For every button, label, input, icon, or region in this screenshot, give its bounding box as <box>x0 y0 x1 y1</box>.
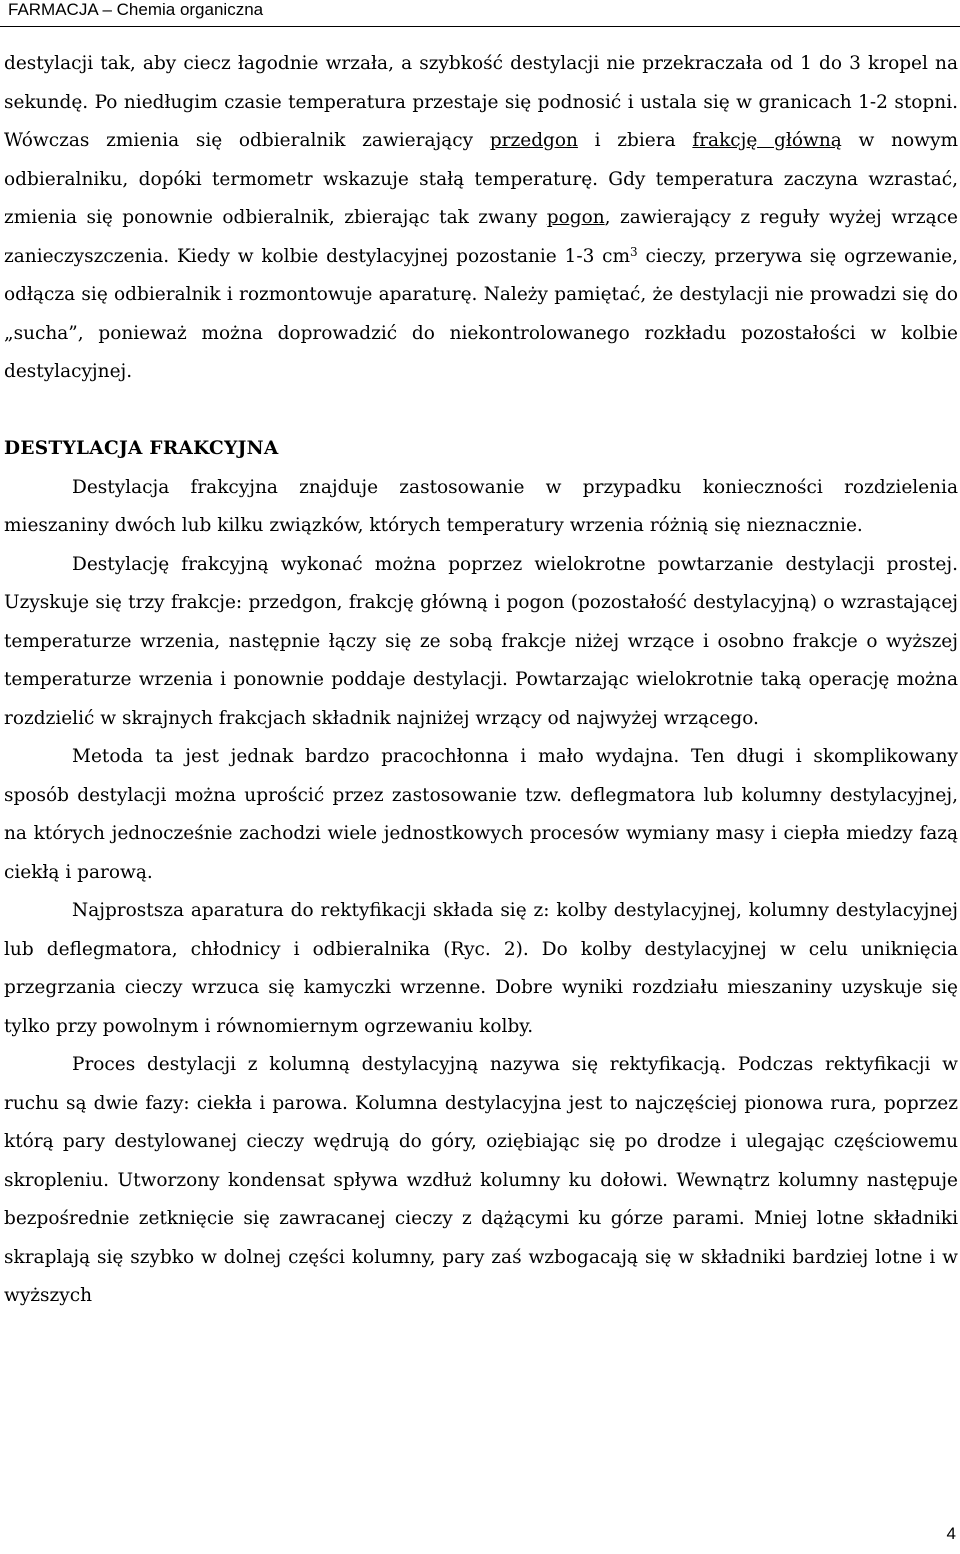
section-heading: DESTYLACJA FRAKCYJNA <box>4 438 279 459</box>
paragraph: Proces destylacji z kolumną destylacyjną nazywa się rektyfikacją. Podczas rektyfikacji w ruchu są dwie fazy: ciekła i parowa. Kolumna destylacyjna jest to najczęściej pionowa rura, poprzez którą pary destylowanej cieczy wędrują do góry, oziębiając się po drodze i ulegając częściowemu skropleniu. Utworzony kondensat spływa wzdłuż kolumny ku dołowi. Wewnątrz kolumny następuje bezpośrednie zetknięcie się zawracanej cieczy z dążącymi ku górze parami. Mniej lotne składniki skraplają się szybko w dolnej części kolumny, pary zaś wzbogacają się w składniki bardziej lotne i w wyższych <box>4 1054 958 1306</box>
paragraph-continuation: destylacji tak, aby ciecz łagodnie wrzała, a szybkość destylacji nie przekraczała od 1 do 3 kropel na sekundę. Po niedługim czasie temperatura przestaje się podnosić i ustala się w granicach 1-2 stopni. Wówczas zmienia się odbieralnik zawierający przedgon i zbiera frakcję główną w nowym odbieralniku, dopóki termometr wskazuje stałą temperaturę. Gdy temperatura zaczyna wzrastać, zmienia się ponownie odbieralnik, zbierając tak zwany pogon, zawierający z reguły wyżej wrzące zanieczyszczenia. Kiedy w kolbie destylacyjnej pozostanie 1-3 $cm^3$ cieczy, przerywa się ogrzewanie, odłącza się odbieralnik i rozmontowuje aparaturę. Należy pamiętać, że destylacji nie prowadzi się do „sucha”, ponieważ można doprowadzić do niekontrolowanego rozkładu pozostałości w kolbie destylacyjnej. <box>4 53 958 382</box>
page-number: 4 <box>946 1524 956 1543</box>
term-pogon: pogon <box>546 207 605 228</box>
superscript-3: 3 <box>630 244 638 259</box>
header-divider <box>0 26 960 27</box>
page-header: FARMACJA – Chemia organiczna <box>8 0 264 19</box>
paragraph: Najprostsza aparatura do rektyfikacji składa się z: kolby destylacyjnej, kolumny destylacyjnej lub deflegmatora, chłodnicy i odbieralnika (Ryc. 2). Do kolby destylacyjnej w celu uniknięcia przegrzania cieczy wrzuca się kamyczki wrzenne. Dobre wyniki rozdziału mieszaniny uzyskuje się tylko przy powolnym i równomiernym ogrzewaniu kolby. <box>4 900 958 1037</box>
term-frakcja-glowna: frakcję główną <box>692 130 842 151</box>
paragraph: Metoda ta jest jednak bardzo pracochłonna i mało wydajna. Ten długi i skomplikowany sposób destylacji można uprościć przez zastosowanie tzw. deflegmatora lub kolumny destylacyjnej, na których jednocześnie zachodzi wiele jednostkowych procesów wymiany masy i ciepła miedzy fazą ciekłą i parową. <box>4 746 958 883</box>
term-przedgon: przedgon <box>489 130 578 151</box>
document-body <box>4 45 958 1316</box>
paragraph: Destylacja frakcyjna znajduje zastosowanie w przypadku konieczności rozdzielenia mieszaniny dwóch lub kilku związków, których temperatury wrzenia różnią się nieznacznie. <box>4 476 958 536</box>
paragraph: Destylację frakcyjną wykonać można poprzez wielokrotne powtarzanie destylacji prostej. Uzyskuje się trzy frakcje: przedgon, frakcję główną i pogon (pozostałość destylacyjną) o wzrastającej temperaturze wrzenia, następnie łączy się ze sobą frakcje niżej wrzące i osobno frakcje o wyższej temperaturze wrzenia i ponownie poddaje destylacji. Powtarzając wielokrotnie taką operację można rozdzielić w skrajnych frakcjach składnik najniżej wrzący od najwyżej wrzącego. <box>4 553 958 729</box>
